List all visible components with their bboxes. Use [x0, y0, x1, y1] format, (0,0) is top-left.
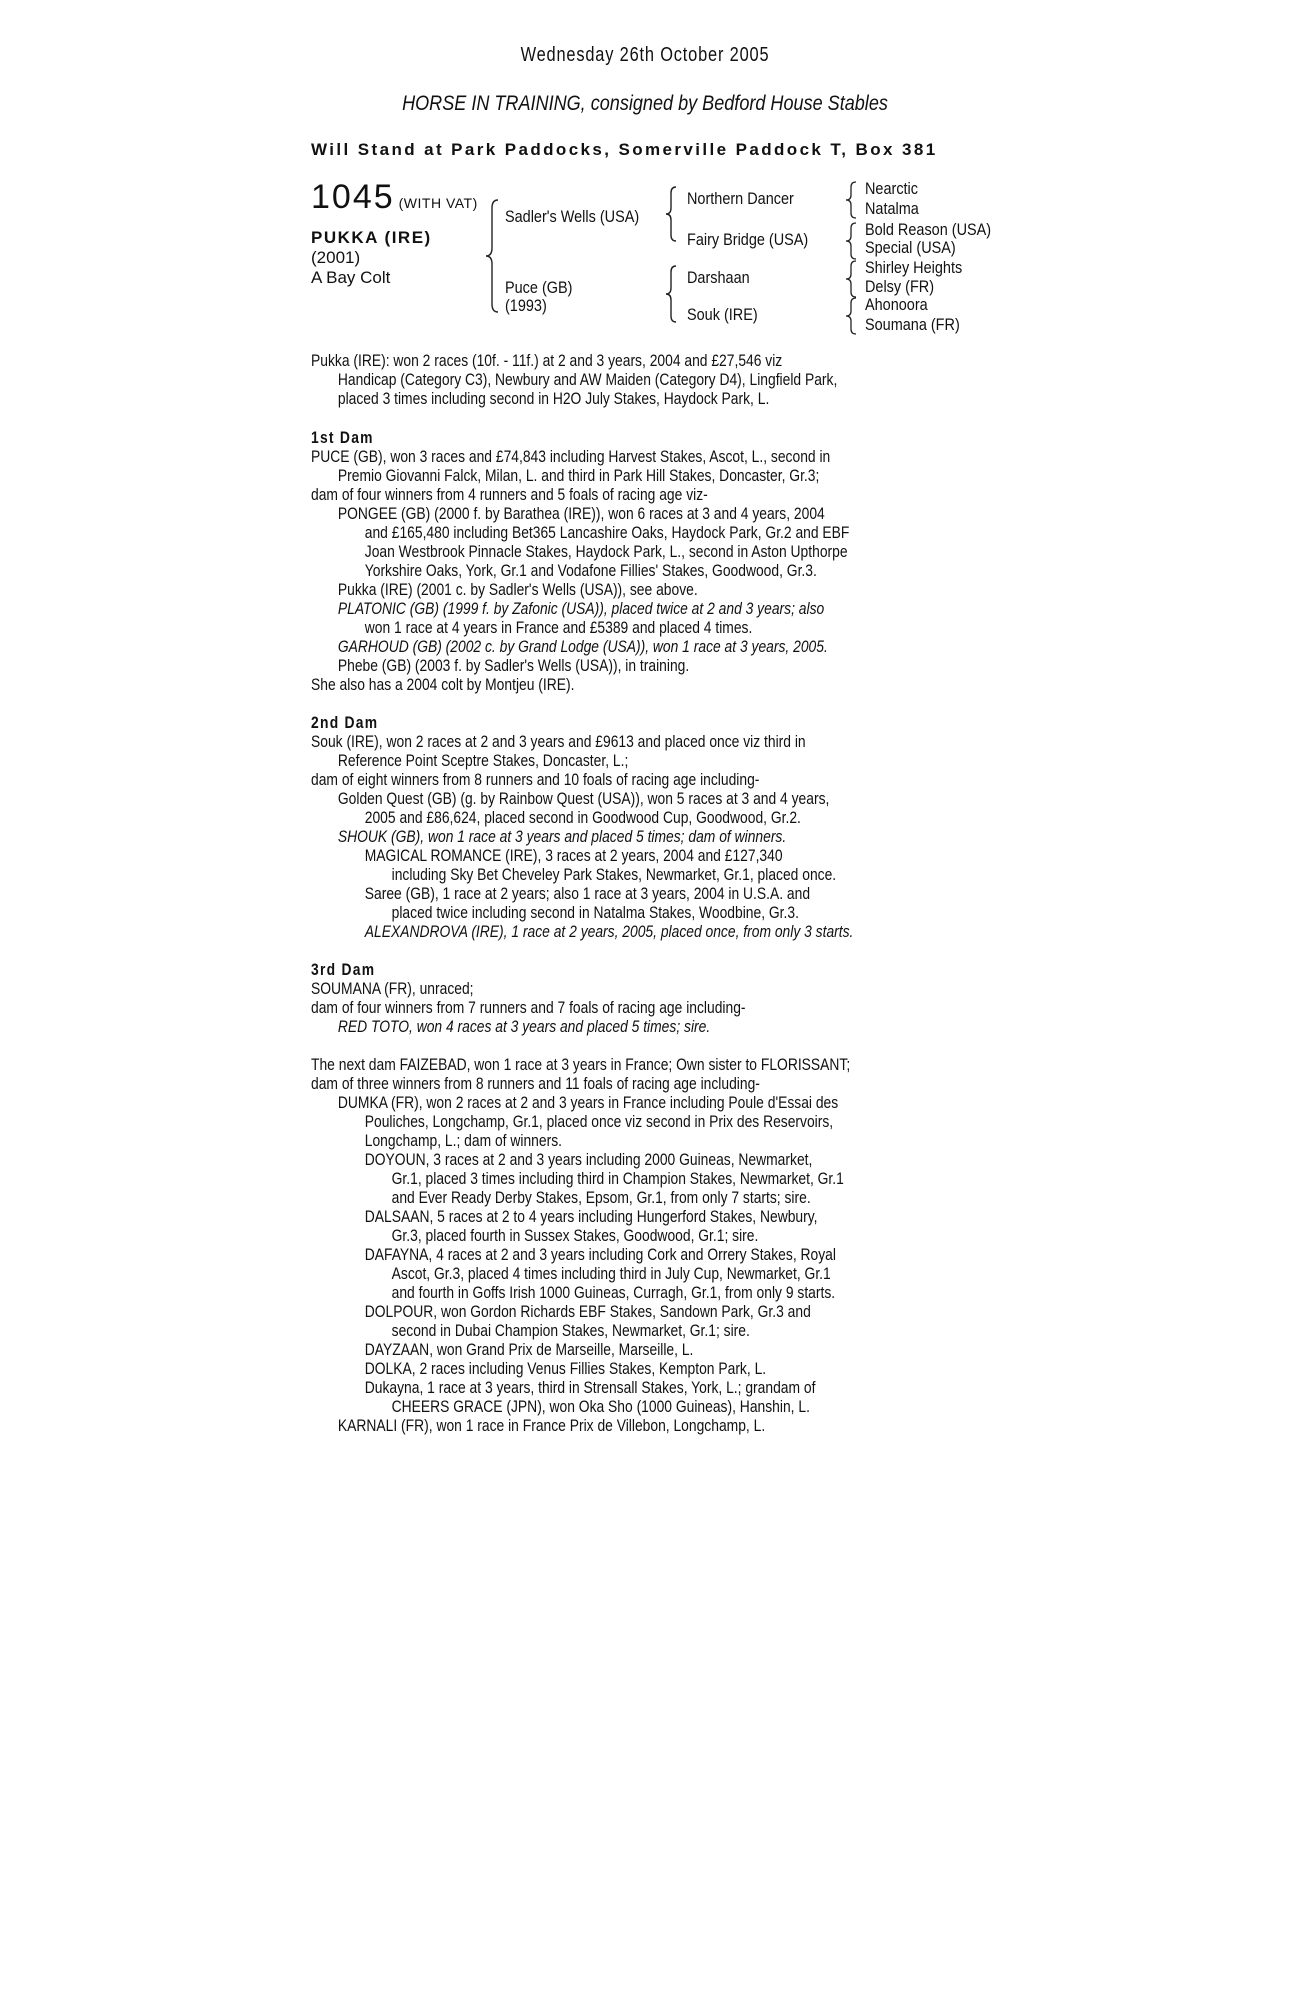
produce-line: Gr.3, placed fourth in Sussex Stakes, Goodwood, Gr.1; sire. [391, 1227, 759, 1245]
gg-bold-reason: Bold Reason (USA) [865, 220, 992, 239]
produce-line: Saree (GB), 1 race at 2 years; also 1 race at 3 years, 2004 in U.S.A. and [364, 885, 811, 903]
pedigree-brace-g3 [844, 259, 864, 299]
produce-line: DUMKA (FR), won 2 races at 2 and 3 years in France including Poule d'Essai des [337, 1094, 839, 1112]
produce-line: CHEERS GRACE (JPN), won Oka Sho (1000 Guineas), Hanshin, L. [391, 1398, 810, 1416]
produce-line: DOYOUN, 3 races at 2 and 3 years including 2000 Guineas, Newmarket, [364, 1151, 813, 1169]
produce-line: Pukka (IRE) (2001 c. by Sadler's Wells (USA)), see above. [337, 581, 698, 599]
produce-line: and £165,480 including Bet365 Lancashire Oaks, Haydock Park, Gr.2 and EBF [364, 524, 850, 542]
produce-line: DAYZAAN, won Grand Prix de Marseille, Marseille, L. [364, 1341, 694, 1359]
gg-shirley-heights: Shirley Heights [865, 258, 963, 277]
produce-line: and Ever Ready Derby Stakes, Epsom, Gr.1, from only 7 starts; sire. [391, 1189, 811, 1207]
record-line: Handicap (Category C3), Newbury and AW Maiden (Category D4), Lingfield Park, [337, 371, 838, 389]
fourth-dam-section [311, 1056, 1001, 1436]
vat-note: (WITH VAT) [398, 195, 478, 211]
produce-line: Yorkshire Oaks, York, Gr.1 and Vodafone Fillies' Stakes, Goodwood, Gr.3. [364, 562, 817, 580]
dam-line: dam of four winners from 4 runners and 5 foals of racing age viz- [311, 486, 708, 504]
produce-line: SHOUK (GB), won 1 race at 3 years and placed 5 times; dam of winners. [337, 828, 787, 846]
produce-line: RED TOTO, won 4 races at 3 years and placed 5 times; sire. [337, 1018, 711, 1036]
sire-dam: Fairy Bridge (USA) [687, 230, 809, 249]
lot-heading [311, 178, 478, 217]
produce-line: including Sky Bet Cheveley Park Stakes, Newmarket, Gr.1, placed once. [391, 866, 837, 884]
consignment-line: HORSE IN TRAINING, consigned by Bedford House Stables [402, 92, 888, 115]
produce-line: Ascot, Gr.3, placed 4 times including third in July Cup, Newmarket, Gr.1 [391, 1265, 831, 1283]
dam-line: Reference Point Sceptre Stakes, Doncaster, L.; [337, 752, 629, 770]
dam-line: She also has a 2004 colt by Montjeu (IRE). [311, 676, 575, 694]
dam-year: (1993) [505, 296, 547, 315]
horse-description: A Bay Colt [311, 268, 391, 287]
record-line: placed 3 times including second in H2O July Stakes, Haydock Park, L. [337, 390, 770, 408]
gg-soumana: Soumana (FR) [865, 315, 960, 334]
produce-line: Pouliches, Longchamp, Gr.1, placed once viz second in Prix des Reservoirs, [364, 1113, 834, 1131]
gg-nearctic: Nearctic [865, 179, 919, 198]
produce-line: GARHOUD (GB) (2002 c. by Grand Lodge (USA)), won 1 race at 3 years, 2005. [337, 638, 828, 656]
produce-line: PONGEE (GB) (2000 f. by Barathea (IRE)), won 6 races at 3 and 4 years, 2004 [337, 505, 825, 523]
pedigree-brace-g2 [844, 221, 864, 261]
pedigree-brace-sire [664, 184, 688, 244]
produce-line: second in Dubai Champion Stakes, Newmarket, Gr.1; sire. [391, 1322, 750, 1340]
dam-line: dam of eight winners from 8 runners and 10 foals of racing age including- [311, 771, 760, 789]
horse-year: (2001) [311, 248, 361, 267]
section-heading: 1st Dam [311, 429, 374, 447]
produce-line: placed twice including second in Natalma Stakes, Woodbine, Gr.3. [391, 904, 799, 922]
race-record [311, 352, 1001, 409]
produce-line: DOLKA, 2 races including Venus Fillies Stakes, Kempton Park, L. [364, 1360, 767, 1378]
section-heading: 3rd Dam [311, 961, 376, 979]
third-dam-section [311, 961, 1001, 1037]
dam-line: Souk (IRE), won 2 races at 2 and 3 years and £9613 and placed once viz third in [311, 733, 806, 751]
stand-location: Will Stand at Park Paddocks, Somerville Paddock T, Box 381 [311, 140, 938, 159]
dam: Puce (GB) [505, 278, 573, 297]
pedigree-brace-g4 [844, 296, 864, 336]
produce-line: Golden Quest (GB) (g. by Rainbow Quest (USA)), won 5 races at 3 and 4 years, [337, 790, 830, 808]
second-dam-section [311, 714, 1001, 942]
produce-line: ALEXANDROVA (IRE), 1 race at 2 years, 2005, placed once, from only 3 starts. [364, 923, 854, 941]
horse-name: PUKKA (IRE) [311, 228, 432, 247]
produce-line: Dukayna, 1 race at 3 years, third in Strensall Stakes, York, L.; grandam of [364, 1379, 816, 1397]
section-heading: 2nd Dam [311, 714, 379, 732]
produce-line: DOLPOUR, won Gordon Richards EBF Stakes, Sandown Park, Gr.3 and [364, 1303, 811, 1321]
produce-line: Phebe (GB) (2003 f. by Sadler's Wells (USA)), in training. [337, 657, 690, 675]
produce-line: Longchamp, L.; dam of winners. [364, 1132, 562, 1150]
dam-sire: Darshaan [687, 268, 750, 287]
produce-line: Joan Westbrook Pinnacle Stakes, Haydock Park, L., second in Aston Upthorpe [364, 543, 848, 561]
first-dam-section [311, 429, 1001, 695]
dam-line: The next dam FAIZEBAD, won 1 race at 3 years in France; Own sister to FLORISSANT; [311, 1056, 851, 1074]
produce-line: won 1 race at 4 years in France and £5389 and placed 4 times. [364, 619, 753, 637]
produce-line: 2005 and £86,624, placed second in Goodwood Cup, Goodwood, Gr.2. [364, 809, 801, 827]
produce-line: MAGICAL ROMANCE (IRE), 3 races at 2 years, 2004 and £127,340 [364, 847, 783, 865]
gg-special: Special (USA) [865, 238, 956, 257]
gg-ahonoora: Ahonoora [865, 295, 928, 314]
dam-line: Premio Giovanni Falck, Milan, L. and third in Park Hill Stakes, Doncaster, Gr.3; [337, 467, 820, 485]
dam-dam: Souk (IRE) [687, 305, 758, 324]
produce-line: KARNALI (FR), won 1 race in France Prix de Villebon, Longchamp, L. [337, 1417, 766, 1435]
pedigree-brace-g1 [844, 180, 864, 220]
record-line: Pukka (IRE): won 2 races (10f. - 11f.) at 2 and 3 years, 2004 and £27,546 viz [311, 352, 783, 370]
produce-line: PLATONIC (GB) (1999 f. by Zafonic (USA)), placed twice at 2 and 3 years; also [337, 600, 825, 618]
produce-line: DAFAYNA, 4 races at 2 and 3 years including Cork and Orrery Stakes, Royal [364, 1246, 836, 1264]
sale-date: Wednesday 26th October 2005 [520, 44, 770, 66]
produce-line: Gr.1, placed 3 times including third in Champion Stakes, Newmarket, Gr.1 [391, 1170, 844, 1188]
dam-line: dam of three winners from 8 runners and 11 foals of racing age including- [311, 1075, 760, 1093]
sire-sire: Northern Dancer [687, 189, 794, 208]
dam-line: SOUMANA (FR), unraced; [311, 980, 474, 998]
lot-number: 1045 [311, 178, 395, 216]
pedigree-brace-dam [664, 263, 688, 325]
gg-natalma: Natalma [865, 199, 919, 218]
produce-line: DALSAAN, 5 races at 2 to 4 years including Hungerford Stakes, Newbury, [364, 1208, 818, 1226]
dam-line: PUCE (GB), won 3 races and £74,843 including Harvest Stakes, Ascot, L., second in [311, 448, 831, 466]
sire: Sadler's Wells (USA) [505, 207, 640, 226]
gg-delsy: Delsy (FR) [865, 277, 935, 296]
dam-line: dam of four winners from 7 runners and 7 foals of racing age including- [311, 999, 746, 1017]
horse-summary [311, 228, 432, 288]
produce-line: and fourth in Goffs Irish 1000 Guineas, Curragh, Gr.1, from only 9 starts. [391, 1284, 836, 1302]
